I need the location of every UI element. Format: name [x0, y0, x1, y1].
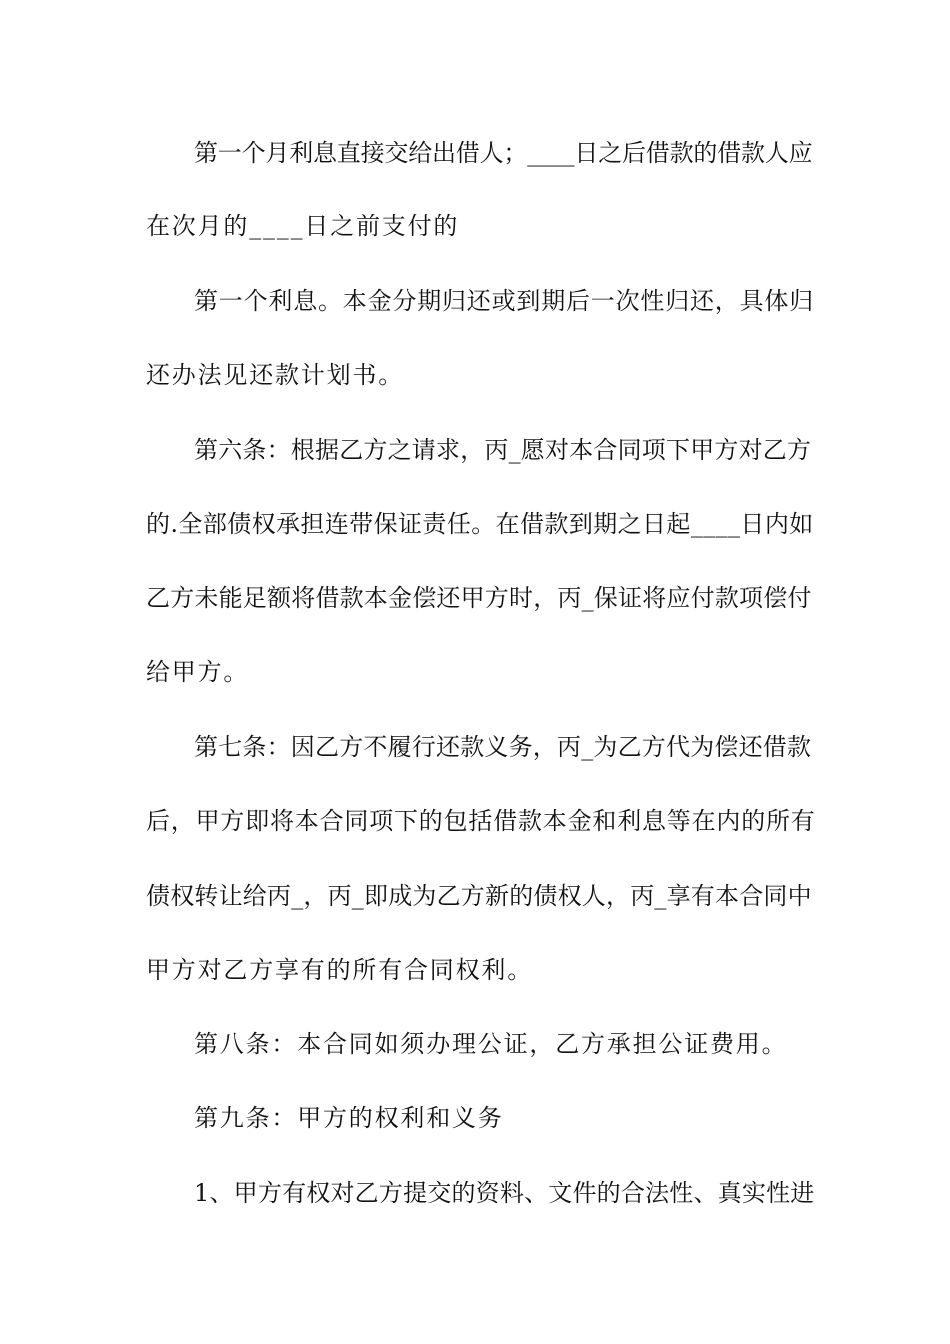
paragraph-line: 甲方对乙方享有的所有合同权利。 — [146, 956, 533, 984]
paragraph-line: 第一个利息。本金分期归还或到期后一次性归还，具体归 — [194, 287, 814, 315]
paragraph-line: 给甲方。 — [146, 658, 250, 686]
paragraph-line: 债权转让给丙_，丙_即成为乙方新的债权人，丙_享有本合同中 — [146, 882, 812, 910]
paragraph-line: 后，甲方即将本合同项下的包括借款本金和利息等在内的所有 — [146, 807, 816, 835]
paragraph-line: 的.全部债权承担连带保证责任。在借款到期之日起____日内如 — [146, 510, 814, 538]
paragraph-line: 第七条：因乙方不履行还款义务，丙_为乙方代为偿还借款 — [194, 733, 812, 761]
paragraph-line: 还办法见还款计划书。 — [146, 361, 404, 389]
paragraph-line: 第六条：根据乙方之请求，丙_愿对本合同项下甲方对乙方 — [194, 436, 812, 464]
paragraph-line: 第八条：本合同如须办理公证，乙方承担公证费用。 — [194, 1030, 788, 1058]
paragraph-line: 第一个月利息直接交给出借人；____日之后借款的借款人应 — [194, 139, 813, 167]
paragraph-line: 1、甲方有权对乙方提交的资料、文件的合法性、真实性进 — [194, 1179, 815, 1207]
paragraph-line: 第九条：甲方的权利和义务 — [194, 1104, 504, 1132]
paragraph-line: 在次月的____日之前支付的 — [146, 212, 460, 240]
paragraph-line: 乙方未能足额将借款本金偿还甲方时，丙_保证将应付款项偿付 — [146, 584, 812, 612]
